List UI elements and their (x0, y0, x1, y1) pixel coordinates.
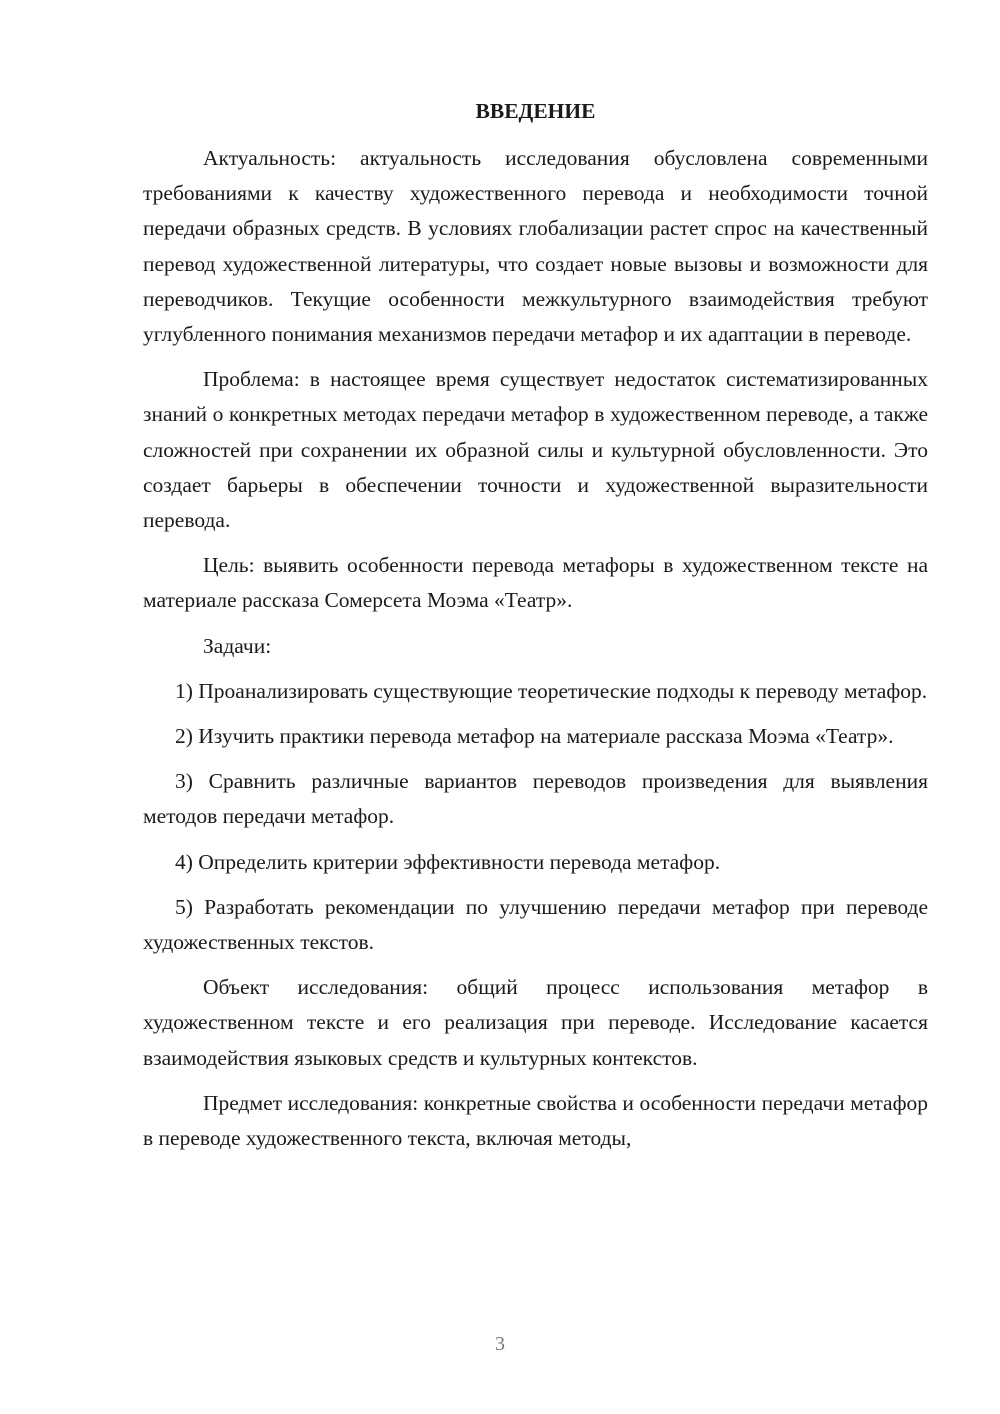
paragraph-tasks-heading: Задачи: (203, 633, 272, 658)
paragraph-subject: Предмет исследования: конкретные свойства и особенности передачи метафор в переводе художественного текста, включая методы, (143, 1090, 928, 1151)
section-title: ВВЕДЕНИЕ (475, 99, 596, 123)
page-content (143, 94, 928, 1166)
task-item: 3) Сравнить различные вариантов переводов произведения для выявления методов передачи метафор. (143, 769, 928, 829)
paragraph-object: Объект исследования: общий процесс использования метафор в художественном тексте и его реализация при переводе. Исследование касается взаимодействия языковых средств и культурных контекстов. (143, 975, 928, 1070)
paragraph-relevance: Актуальность: актуальность исследования обусловлена современными требованиями к качеству художественного перевода и необходимости точной передачи образных средств. В условиях глобализации растет спрос на качественный перевод художественной литературы, что создает новые вызовы и возможности для переводчиков. Текущие особенности межкультурного взаимодействия требуют углубленного понимания механизмов передачи метафор и их адаптации в переводе. (143, 146, 928, 347)
paragraph-problem: Проблема: в настоящее время существует недостаток систематизированных знаний о конкретных методах передачи метафор в художественном переводе, а также сложностей при сохранении их образной силы и культурной обусловленности. Это создает барьеры в обеспечении точности и художественной выразительности перевода. (143, 367, 928, 533)
task-item: 5) Разработать рекомендации по улучшению передачи метафор при переводе художественных текстов. (143, 894, 928, 955)
task-item: 1) Проанализировать существующие теоретические подходы к переводу метафор. (175, 678, 928, 703)
paragraph-goal: Цель: выявить особенности перевода метафоры в художественном тексте на материале рассказа Сомерсета Моэма «Театр». (143, 553, 928, 613)
task-item: 2) Изучить практики перевода метафор на материале рассказа Моэма «Театр». (175, 724, 894, 749)
task-item: 4) Определить критерии эффективности перевода метафор. (175, 849, 721, 874)
page-number: 3 (495, 1333, 505, 1355)
